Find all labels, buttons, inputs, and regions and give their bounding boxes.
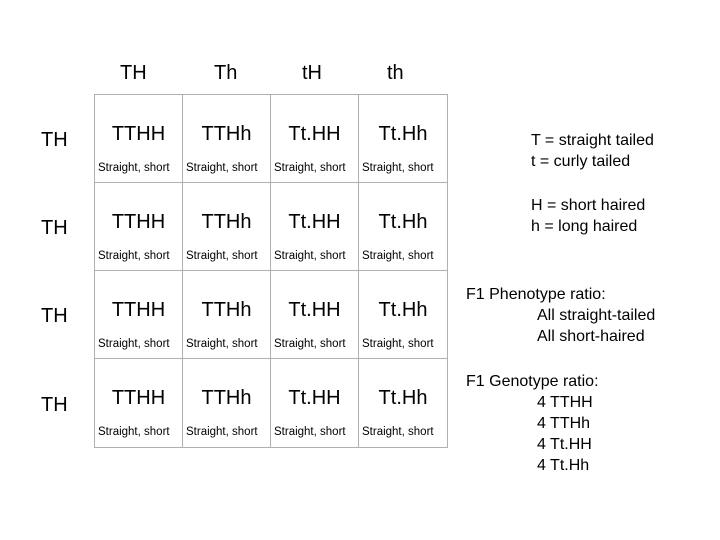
punnett-cell — [183, 95, 271, 183]
cell-genotype: TTHh — [201, 299, 252, 321]
legend-tail-recessive: t = curly tailed — [531, 153, 631, 170]
phenotype-ratio-line: All straight-tailed — [537, 307, 656, 324]
column-header: TH — [120, 62, 147, 84]
legend-tail-dominant: T = straight tailed — [531, 132, 654, 149]
phenotype-ratio-title: F1 Phenotype ratio: — [466, 286, 606, 303]
punnett-cell — [359, 95, 447, 183]
cell-genotype: TTHh — [201, 387, 252, 409]
cell-genotype: Tt.HH — [288, 299, 341, 321]
punnett-cell — [359, 359, 447, 447]
legend-hair-recessive: h = long haired — [531, 218, 638, 235]
punnett-square — [94, 94, 448, 448]
cell-phenotype: Straight, short — [362, 426, 434, 438]
cell-phenotype: Straight, short — [362, 338, 434, 350]
cell-phenotype: Straight, short — [98, 338, 170, 350]
legend-hair-dominant: H = short haired — [531, 197, 646, 214]
genotype-ratio-line: 4 Tt.HH — [537, 436, 592, 453]
cell-genotype: TTHH — [111, 123, 166, 145]
genotype-ratio-title: F1 Genotype ratio: — [466, 373, 599, 390]
cell-genotype: Tt.HH — [288, 387, 341, 409]
cell-phenotype: Straight, short — [274, 338, 346, 350]
column-header: th — [387, 62, 404, 84]
cell-genotype: Tt.Hh — [378, 299, 428, 321]
cell-genotype: TTHh — [201, 211, 252, 233]
punnett-cell — [271, 359, 359, 447]
cell-genotype: TTHH — [111, 299, 166, 321]
punnett-cell — [271, 183, 359, 271]
cell-phenotype: Straight, short — [186, 162, 258, 174]
cell-genotype: TTHh — [201, 123, 252, 145]
phenotype-ratio-line: All short-haired — [537, 328, 645, 345]
row-header: TH — [41, 305, 68, 327]
cell-phenotype: Straight, short — [274, 250, 346, 262]
cell-genotype: Tt.Hh — [378, 123, 428, 145]
cell-phenotype: Straight, short — [98, 250, 170, 262]
cell-phenotype: Straight, short — [362, 162, 434, 174]
cell-phenotype: Straight, short — [98, 426, 170, 438]
cell-phenotype: Straight, short — [98, 162, 170, 174]
punnett-cell — [95, 359, 183, 447]
cell-genotype: Tt.Hh — [378, 211, 428, 233]
punnett-cell — [271, 95, 359, 183]
punnett-cell — [271, 271, 359, 359]
row-header: TH — [41, 217, 68, 239]
cell-genotype: Tt.HH — [288, 123, 341, 145]
punnett-cell — [183, 271, 271, 359]
cell-genotype: TTHH — [111, 211, 166, 233]
cell-phenotype: Straight, short — [186, 338, 258, 350]
punnett-cell — [359, 183, 447, 271]
cell-phenotype: Straight, short — [274, 162, 346, 174]
punnett-cell — [95, 95, 183, 183]
cell-phenotype: Straight, short — [186, 250, 258, 262]
cell-genotype: TTHH — [111, 387, 166, 409]
punnett-cell — [183, 359, 271, 447]
genotype-ratio-line: 4 TTHH — [537, 394, 593, 411]
punnett-cell — [359, 271, 447, 359]
row-header: TH — [41, 394, 68, 416]
column-header: tH — [302, 62, 322, 84]
row-header: TH — [41, 129, 68, 151]
cell-phenotype: Straight, short — [274, 426, 346, 438]
punnett-cell — [183, 183, 271, 271]
cell-genotype: Tt.Hh — [378, 387, 428, 409]
genotype-ratio-line: 4 TTHh — [537, 415, 591, 432]
genotype-ratio-line: 4 Tt.Hh — [537, 457, 590, 474]
cell-phenotype: Straight, short — [186, 426, 258, 438]
cell-phenotype: Straight, short — [362, 250, 434, 262]
column-header: Th — [214, 62, 238, 84]
punnett-cell — [95, 271, 183, 359]
punnett-cell — [95, 183, 183, 271]
cell-genotype: Tt.HH — [288, 211, 341, 233]
